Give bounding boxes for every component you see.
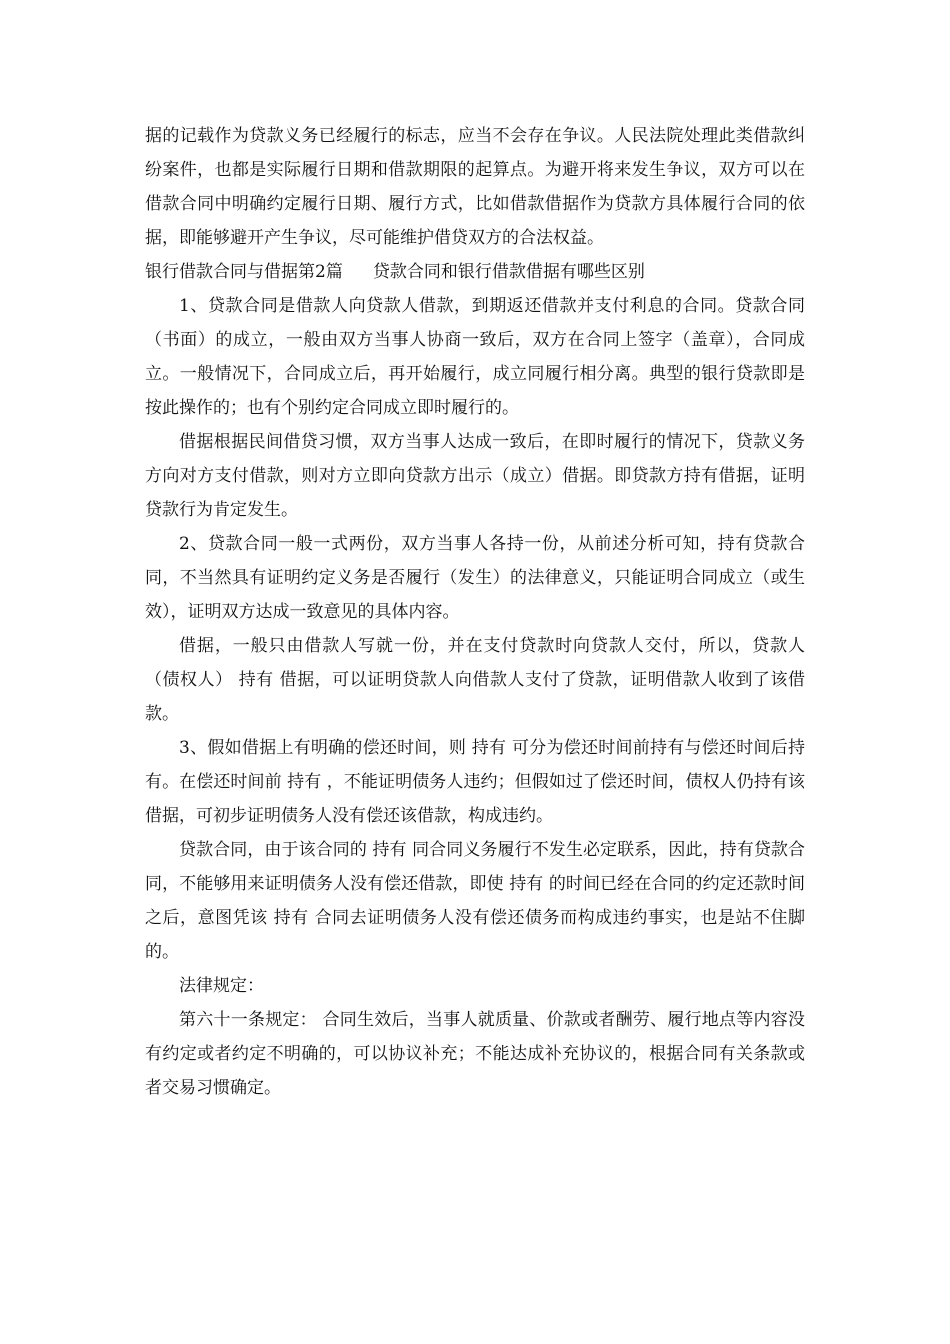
paragraph-article-61: 第六十一条规定： 合同生效后，当事人就质量、价款或者酬劳、履行地点等内容没有约定或者约定不明确的，可以协议补充；不能达成补充协议的，根据合同有关条款或者交易习惯确定。 [145, 1010, 805, 1098]
paragraph-loan-contract: 1、贷款合同是借款人向贷款人借款，到期返还借款并支付利息的合同。贷款合同（书面）的成立，一般由双方当事人协商一致后，双方在合同上签字（盖章），合同成立。一般情况下，合同成立后，再开始履行，成立同履行相分离。典型的银行贷款即是按此操作的；也有个别约定合同成立即时履行的。 [145, 296, 805, 418]
paragraph-contract-holding: 贷款合同，由于该合同的 持有 同合同义务履行不发生必定联系，因此，持有贷款合同，不能够用来证明债务人没有偿还借款，即使 持有 的时间已经在合同的约定还款时间之后，意图凭该 持有 合同去证明债务人没有偿还债务而构成违约事实，也是站不住脚的。 [145, 840, 805, 962]
section-heading-subtitle: 贷款合同和银行借款借据有哪些区别 [372, 262, 645, 282]
paragraph-iou-single: 借据，一般只由借款人写就一份，并在支付贷款时向贷款人交付，所以，贷款人（债权人） 持有 借据，可以证明贷款人向借款人支付了贷款，证明借款人收到了该借款。 [145, 636, 805, 724]
document-page [145, 119, 805, 1105]
paragraph-iou-custom: 借据根据民间借贷习惯，双方当事人达成一致后，在即时履行的情况下，贷款义务方向对方支付借款，则对方立即向贷款方出示（成立）借据。即贷款方持有借据，证明贷款行为肯定发生。 [145, 432, 805, 520]
section-heading-title: 银行借款合同与借据第2篇 [145, 262, 343, 282]
intro-paragraph: 据的记载作为贷款义务已经履行的标志，应当不会存在争议。人民法院处理此类借款纠纷案件，也都是实际履行日期和借款期限的起算点。为避开将来发生争议，双方可以在借款合同中明确约定履行日期、履行方式，比如借款借据作为贷款方具体履行合同的依据，即能够避开产生争议，尽可能维护借贷双方的合法权益。 [145, 126, 805, 248]
paragraph-legal-provision-label: 法律规定： [179, 976, 264, 996]
section-heading [145, 255, 805, 289]
paragraph-two-copies: 2、贷款合同一般一式两份，双方当事人各持一份，从前述分析可知，持有贷款合同，不当然具有证明约定义务是否履行（发生）的法律意义，只能证明合同成立（或生效），证明双方达成一致意见的具体内容。 [145, 534, 805, 622]
paragraph-repayment-time: 3、假如借据上有明确的偿还时间，则 持有 可分为偿还时间前持有与偿还时间后持有。在偿还时间前 持有 ，不能证明债务人违约；但假如过了偿还时间，债权人仍持有该借据，可初步证明债务人没有偿还该借款，构成违约。 [145, 738, 805, 826]
